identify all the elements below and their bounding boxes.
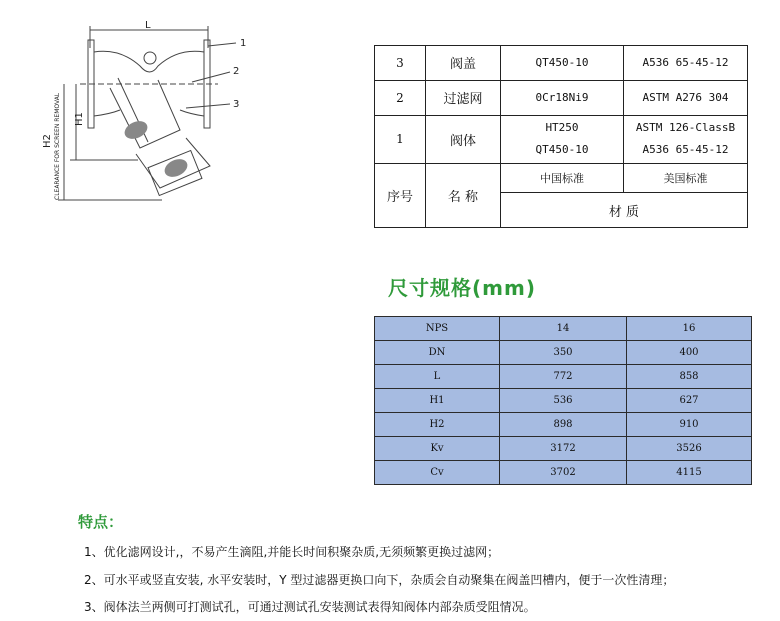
table-row (375, 365, 752, 389)
us-standard-cell (624, 115, 748, 163)
dim-label: H1 (375, 389, 500, 413)
drain-plug (144, 52, 156, 64)
label-H2: H2 (42, 134, 53, 148)
callout-3: 3 (233, 99, 240, 110)
dim-label: H2 (375, 413, 500, 437)
dimension-title: 尺寸规格(mm) (388, 276, 536, 300)
header-us-standard: 美国标准 (624, 163, 748, 193)
table-header-row (375, 163, 748, 193)
callout-1: 1 (240, 38, 247, 49)
cn-standard: QT450-10 (501, 46, 624, 81)
table-row (375, 437, 752, 461)
table-row (375, 341, 752, 365)
table-row (375, 115, 748, 163)
callout-leader (186, 104, 230, 108)
label-L: L (145, 20, 151, 31)
dim-value-14: 898 (500, 413, 627, 437)
part-name: 阀盖 (426, 46, 501, 81)
dim-label: Kv (375, 437, 500, 461)
us-standard: ASTM 126-ClassB (635, 121, 736, 135)
header-number: 序号 (375, 163, 426, 227)
label-clearance: CLEARANCE FOR SCREEN REMOVAL (54, 92, 61, 200)
strainer-drawing-svg (40, 18, 300, 218)
dim-value-16: 3526 (627, 437, 752, 461)
table-row (375, 80, 748, 115)
callout-2: 2 (233, 66, 240, 77)
cn-standard: QT450-10 (535, 143, 589, 157)
us-standard: A536 65-45-12 (624, 46, 748, 81)
dim-value-14: 14 (500, 317, 627, 341)
part-name: 阀体 (426, 115, 501, 163)
table-row (375, 46, 748, 81)
feature-item: 1、优化滤网设计,，不易产生滴阻,并能长时间积聚杂质,无须频繁更换过滤网； (84, 545, 500, 559)
callout-leader (192, 72, 230, 82)
dim-label: DN (375, 341, 500, 365)
callout-leader (208, 43, 236, 46)
dim-value-14: 350 (500, 341, 627, 365)
features-title: 特点： (78, 513, 124, 531)
dim-value-16: 4115 (627, 461, 752, 485)
row-number: 3 (375, 46, 426, 81)
dim-value-16: 627 (627, 389, 752, 413)
us-standard: A536 65-45-12 (642, 143, 729, 157)
dimension-table (374, 316, 752, 485)
header-material: 材 质 (501, 193, 748, 228)
dim-value-14: 3702 (500, 461, 627, 485)
dim-value-14: 3172 (500, 437, 627, 461)
dim-value-14: 772 (500, 365, 627, 389)
material-table (374, 45, 748, 228)
y-branch-outline (110, 80, 180, 148)
dim-value-16: 400 (627, 341, 752, 365)
row-number: 2 (375, 80, 426, 115)
body-bottom-outline (94, 110, 120, 116)
dim-value-14: 536 (500, 389, 627, 413)
cn-standard: HT250 (545, 121, 579, 135)
cn-standard-cell (501, 115, 624, 163)
feature-item: 2、可水平或竖直安装, 水平安装时，Y 型过滤器更换口向下，杂质会自动聚集在阀盖凹槽内，便于一次性清理； (84, 573, 675, 587)
strainer-drawing (40, 18, 300, 218)
table-row (375, 317, 752, 341)
dim-label: Cv (375, 461, 500, 485)
header-cn-standard: 中国标准 (501, 163, 624, 193)
cn-standard: 0Cr18Ni9 (501, 80, 624, 115)
dim-label: NPS (375, 317, 500, 341)
body-bottom-outline (180, 110, 204, 116)
label-H1: H1 (74, 112, 85, 126)
dim-value-16: 16 (627, 317, 752, 341)
part-name: 过滤网 (426, 80, 501, 115)
header-name: 名 称 (426, 163, 501, 227)
dim-value-16: 910 (627, 413, 752, 437)
table-row (375, 413, 752, 437)
us-standard: ASTM A276 304 (624, 80, 748, 115)
dim-value-16: 858 (627, 365, 752, 389)
body-top-outline (94, 51, 204, 72)
feature-item: 3、阀体法兰两侧可打测试孔，可通过测试孔安装测试表得知阀体内部杂质受阻情况。 (84, 600, 536, 614)
dim-label: L (375, 365, 500, 389)
table-row (375, 389, 752, 413)
table-row (375, 461, 752, 485)
row-number: 1 (375, 115, 426, 163)
